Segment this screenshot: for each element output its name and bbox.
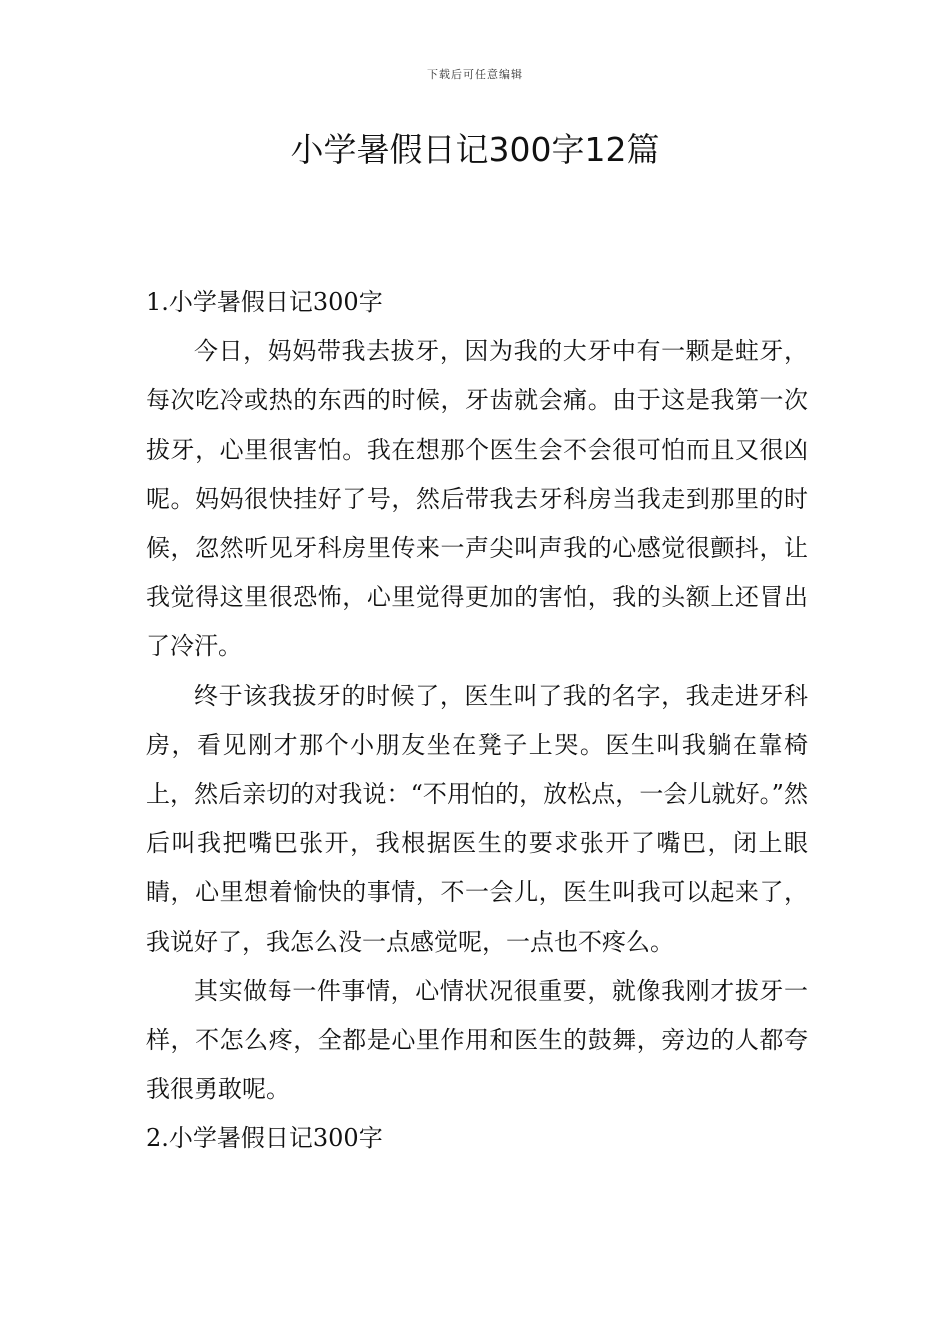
document-body — [146, 278, 808, 1164]
paragraph: 终于该我拔牙的时候了，医生叫了我的名字，我走进牙科房，看见刚才那个小朋友坐在凳子上哭。医生叫我躺在靠椅上，然后亲切的对我说：“不用怕的，放松点，一会儿就好。”然后叫我把嘴巴张开，我根据医生的要求张开了嘴巴，闭上眼睛，心里想着愉快的事情，不一会儿，医生叫我可以起来了，我说好了，我怎么没一点感觉呢，一点也不疼么。 — [146, 681, 808, 956]
paragraph: 今日，妈妈带我去拔牙，因为我的大牙中有一颗是蛀牙，每次吃冷或热的东西的时候，牙齿就会痛。由于这是我第一次拔牙，心里很害怕。我在想那个医生会不会很可怕而且又很凶呢。妈妈很快挂好了号，然后带我去牙科房当我走到那里的时候，忽然听见牙科房里传来一声尖叫声我的心感觉很颤抖，让我觉得这里很恐怖，心里觉得更加的害怕，我的头额上还冒出了冷汗。 — [146, 337, 808, 661]
paragraph: 其实做每一件事情，心情状况很重要，就像我刚才拔牙一样，不怎么疼，全都是心里作用和医生的鼓舞，旁边的人都夸我很勇敢呢。 — [146, 976, 808, 1104]
section-heading: 1.小学暑假日记300字 — [146, 288, 383, 316]
header-note: 下载后可任意编辑 — [427, 68, 523, 81]
document-title: 小学暑假日记300字12篇 — [290, 130, 660, 169]
section-heading: 2.小学暑假日记300字 — [146, 1124, 383, 1153]
